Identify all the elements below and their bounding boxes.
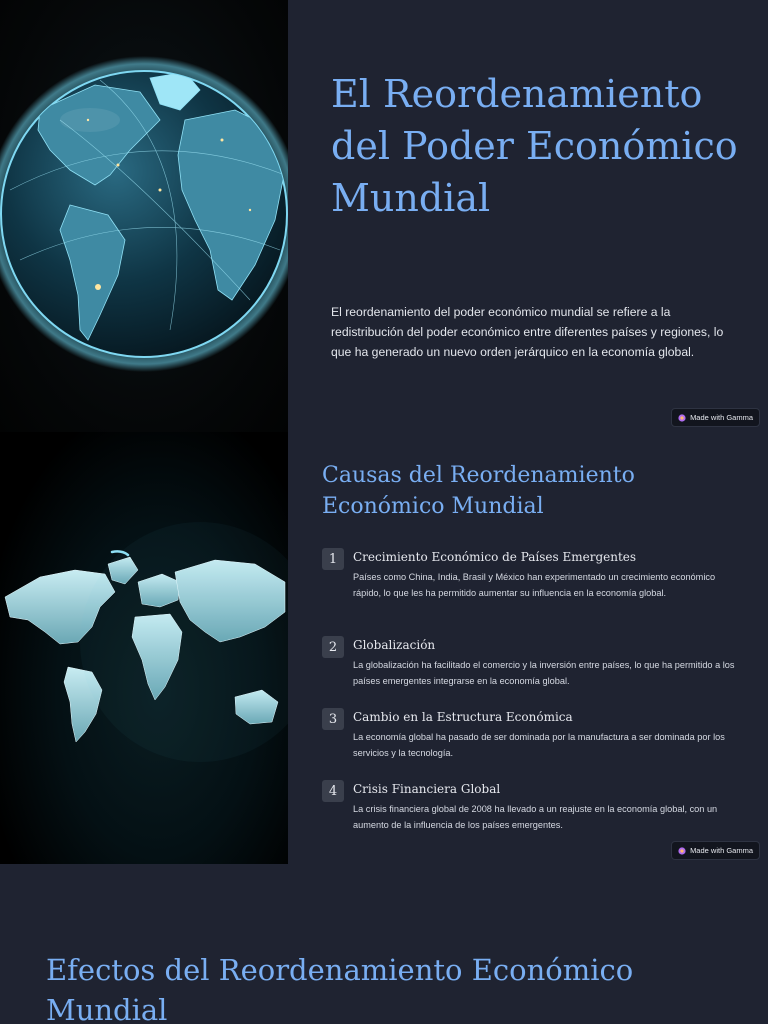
page-title: El Reordenamiento del Poder Económico Mundial: [331, 72, 738, 220]
cause-heading: Crecimiento Económico de Países Emergentes: [353, 550, 637, 564]
made-with-gamma-badge[interactable]: [671, 408, 760, 427]
slide-intro: [0, 0, 768, 432]
world-map-image: [0, 432, 288, 864]
cause-text: La crisis financiera global de 2008 ha llevado a un reajuste en la economía global, con un aumento de la influencia de los países emergentes.: [353, 804, 718, 830]
globe-icon: [0, 0, 288, 432]
gamma-logo-icon: [678, 847, 686, 855]
gamma-logo-icon: [678, 414, 686, 422]
globe-image: [0, 0, 288, 432]
cause-heading: Cambio en la Estructura Económica: [353, 710, 573, 724]
effects-title: Efectos del Reordenamiento Económico Mundial: [46, 953, 634, 1024]
causes-title: Causas del Reordenamiento Económico Mundial: [322, 463, 635, 519]
cause-number: 1: [322, 548, 344, 570]
cause-text: La globalización ha facilitado el comercio y la inversión entre países, lo que ha permitido a los países emergentes integrarse en la economía global.: [353, 660, 735, 686]
cause-heading: Globalización: [353, 638, 436, 652]
cause-heading: Crisis Financiera Global: [353, 782, 501, 796]
made-with-gamma-badge[interactable]: [671, 841, 760, 860]
cause-number: 3: [322, 708, 344, 730]
cause-number: 4: [322, 780, 344, 802]
world-map-icon: [0, 432, 288, 864]
intro-paragraph: El reordenamiento del poder económico mundial se refiere a la redistribución del poder económico entre diferentes países y regiones, lo que ha generado un nuevo orden jerárquico en la economía global.: [331, 305, 724, 359]
cause-number: 2: [322, 636, 344, 658]
badge-label: Made with Gamma: [690, 413, 753, 422]
badge-label: Made with Gamma: [690, 846, 753, 855]
slide-effects: [0, 864, 768, 1024]
cause-text: Países como China, India, Brasil y México han experimentado un crecimiento económico rápido, lo que les ha permitido aumentar su influencia en la economía global.: [353, 572, 716, 598]
slide-causes: [0, 432, 768, 864]
cause-text: La economía global ha pasado de ser dominada por la manufactura a ser dominada por los servicios y la tecnología.: [353, 732, 725, 758]
